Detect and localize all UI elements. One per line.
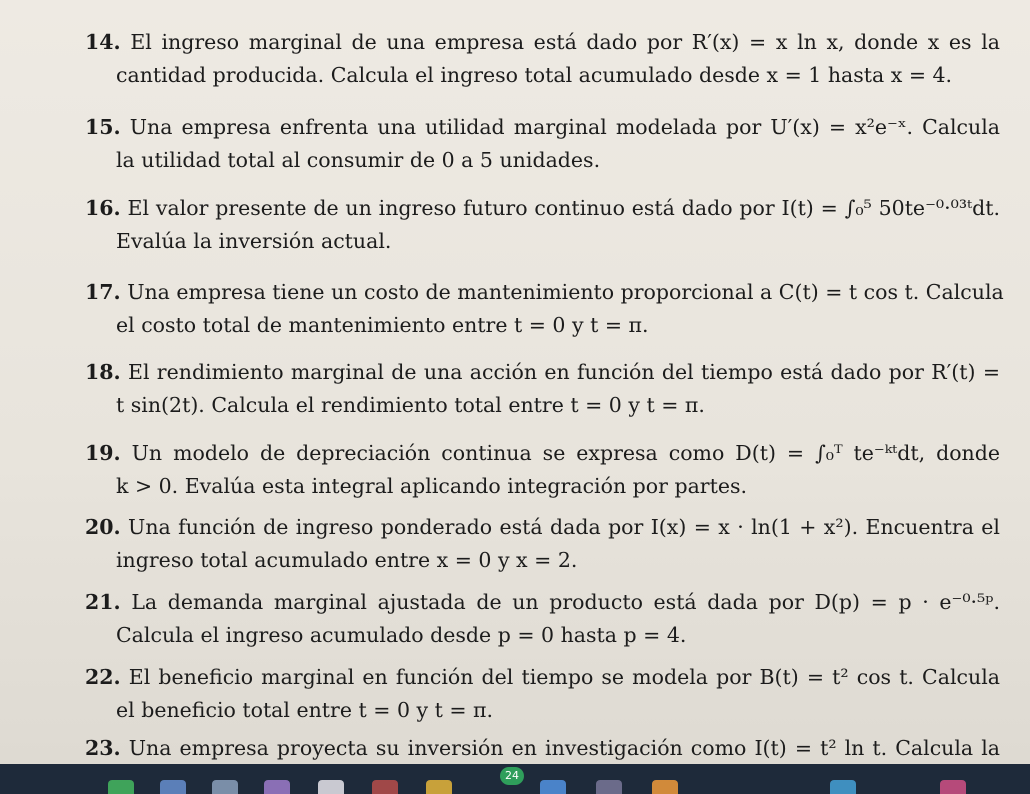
problem-text: El rendimiento marginal de una acción en función del tiempo está dado por R′(t) = — [127, 360, 1000, 384]
problem-number: 20. — [85, 515, 121, 539]
problem-text: Una empresa enfrenta una utilidad marginal modelada por U′(x) = x²e⁻ˣ. Calcula — [129, 115, 1000, 139]
problem-text: Calcula el ingreso acumulado desde p = 0 hasta p = 4. — [116, 623, 687, 647]
problem-text: k > 0. Evalúa esta integral aplicando integración por partes. — [116, 474, 747, 498]
app-icon[interactable] — [108, 780, 134, 794]
problem-number: 19. — [85, 441, 121, 465]
problem-number: 17. — [85, 280, 121, 304]
problem-text: El valor presente de un ingreso futuro continuo está dado por I(t) = ∫₀⁵ 50te⁻⁰·⁰³ᵗdt. — [127, 196, 1000, 220]
problem-text: Una función de ingreso ponderado está dada por I(x) = x · ln(1 + x²). Encuentra el — [128, 515, 1000, 539]
app-icon[interactable] — [830, 780, 856, 794]
app-icon[interactable] — [264, 780, 290, 794]
problem-number: 22. — [85, 665, 121, 689]
problem-19 — [85, 437, 1000, 503]
problem-17 — [85, 276, 1004, 342]
problem-number: 14. — [85, 30, 121, 54]
problem-number: 21. — [85, 590, 121, 614]
problem-number: 18. — [85, 360, 121, 384]
problem-23 — [85, 732, 1000, 765]
problem-text: Evalúa la inversión actual. — [116, 229, 392, 253]
problem-text: ingreso total acumulado entre x = 0 y x = 2. — [116, 548, 578, 572]
problem-number: 16. — [85, 196, 121, 220]
problem-text: El beneficio marginal en función del tiempo se modela por B(t) = t² cos t. Calcula — [128, 665, 1000, 689]
problem-15 — [85, 111, 1000, 177]
problem-number: 15. — [85, 115, 121, 139]
app-icon[interactable] — [652, 780, 678, 794]
problem-20 — [85, 511, 1000, 577]
app-icon[interactable] — [372, 780, 398, 794]
app-icon[interactable] — [940, 780, 966, 794]
problem-text: cantidad producida. Calcula el ingreso total acumulado desde x = 1 hasta x = 4. — [116, 63, 953, 87]
problem-22 — [85, 661, 1000, 727]
app-icon[interactable] — [318, 780, 344, 794]
problem-text: la utilidad total al consumir de 0 a 5 unidades. — [116, 148, 601, 172]
app-icon[interactable] — [160, 780, 186, 794]
problem-text: el beneficio total entre t = 0 y t = π. — [116, 698, 494, 722]
app-icon[interactable] — [212, 780, 238, 794]
problem-text: el costo total de mantenimiento entre t = 0 y t = π. — [116, 313, 649, 337]
problem-text: Una empresa tiene un costo de mantenimiento proporcional a C(t) = t cos t. Calcula — [127, 280, 1004, 304]
problem-16 — [85, 192, 1000, 258]
notification-badge: 24 — [500, 767, 524, 785]
app-icon[interactable] — [540, 780, 566, 794]
problem-18 — [85, 356, 1000, 422]
problem-21 — [85, 586, 1000, 652]
problem-14 — [85, 26, 1000, 92]
problem-text: El ingreso marginal de una empresa está dado por R′(x) = x ln x, donde x es la — [130, 30, 1000, 54]
problem-text: Un modelo de depreciación continua se expresa como D(t) = ∫₀ᵀ te⁻ᵏᵗdt, donde — [131, 441, 1000, 465]
problem-text: t sin(2t). Calcula el rendimiento total entre t = 0 y t = π. — [116, 393, 705, 417]
app-icon[interactable] — [426, 780, 452, 794]
app-icon[interactable] — [596, 780, 622, 794]
problem-text: La demanda marginal ajustada de un producto está dada por D(p) = p · e⁻⁰·⁵ᵖ. — [131, 590, 1000, 614]
problem-text: Una empresa proyecta su inversión en investigación como I(t) = t² ln t. Calcula la — [128, 736, 1000, 760]
problem-number: 23. — [85, 736, 121, 760]
